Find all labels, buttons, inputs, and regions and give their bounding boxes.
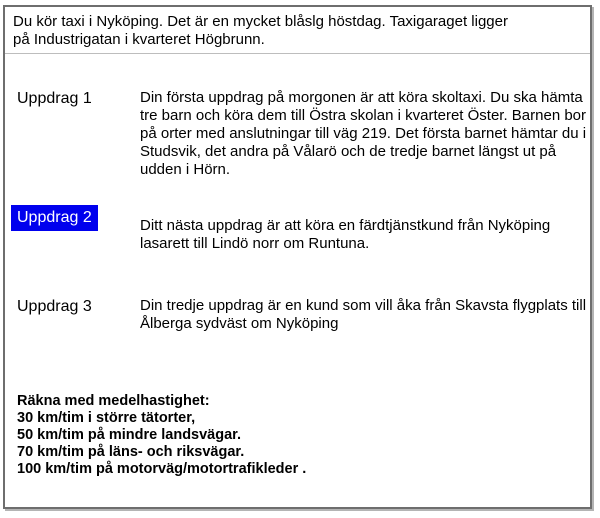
assignment-text-uppdrag-3: Din tredje uppdrag är en kund som vill åka från Skavsta flygplats till Ålberga sydväst om Nyköping — [140, 297, 587, 332]
intro-line-2: på Industrigatan i kvarteret Högbrunn. — [13, 31, 265, 48]
speed-assumptions — [5, 393, 590, 478]
intro-paragraph — [5, 7, 590, 54]
speed-note-heading: Räkna med medelhastighet: — [17, 393, 210, 409]
speed-note-line-100: 100 km/tim på motorväg/motortrafikleder . — [17, 461, 307, 477]
assignment-label-uppdrag-3 — [17, 297, 140, 316]
assignment-section-2 — [5, 208, 590, 253]
assignment-text-uppdrag-2: Ditt nästa uppdrag är att köra en färdtjänstkund från Nyköping lasarett till Lindö norr om Runtuna. — [140, 217, 551, 252]
speed-note-line-30: 30 km/tim i större tätorter, — [17, 410, 196, 426]
speed-note-line-50: 50 km/tim på mindre landsvägar. — [17, 427, 242, 443]
assignment-label-uppdrag-2-highlighted — [17, 208, 140, 231]
speed-note-line-70: 70 km/tim på läns- och riksvägar. — [17, 444, 245, 460]
document-page — [3, 5, 592, 509]
assignment-text-uppdrag-1: Din första uppdrag på morgonen är att köra skoltaxi. Du ska hämta tre barn och köra dem till Östra skolan i kvarteret Öster. Barnen bor på orter med anslutningar till väg 219. Det första barnet hämtar du i Studsvik, det andra på Vålarö och de tredje barnet längst ut på udden i Hörn. — [140, 89, 587, 178]
assignment-label-text: Uppdrag 1 — [17, 90, 92, 107]
assignment-label-uppdrag-1 — [17, 89, 140, 108]
assignment-section-1 — [5, 89, 590, 179]
intro-line-1: Du kör taxi i Nyköping. Det är en mycket blåslg höstdag. Taxigaraget ligger — [13, 13, 508, 30]
assignment-section-3 — [5, 297, 590, 333]
assignment-label-text: Uppdrag 3 — [17, 298, 92, 315]
assignment-label-text: Uppdrag 2 — [11, 205, 98, 231]
